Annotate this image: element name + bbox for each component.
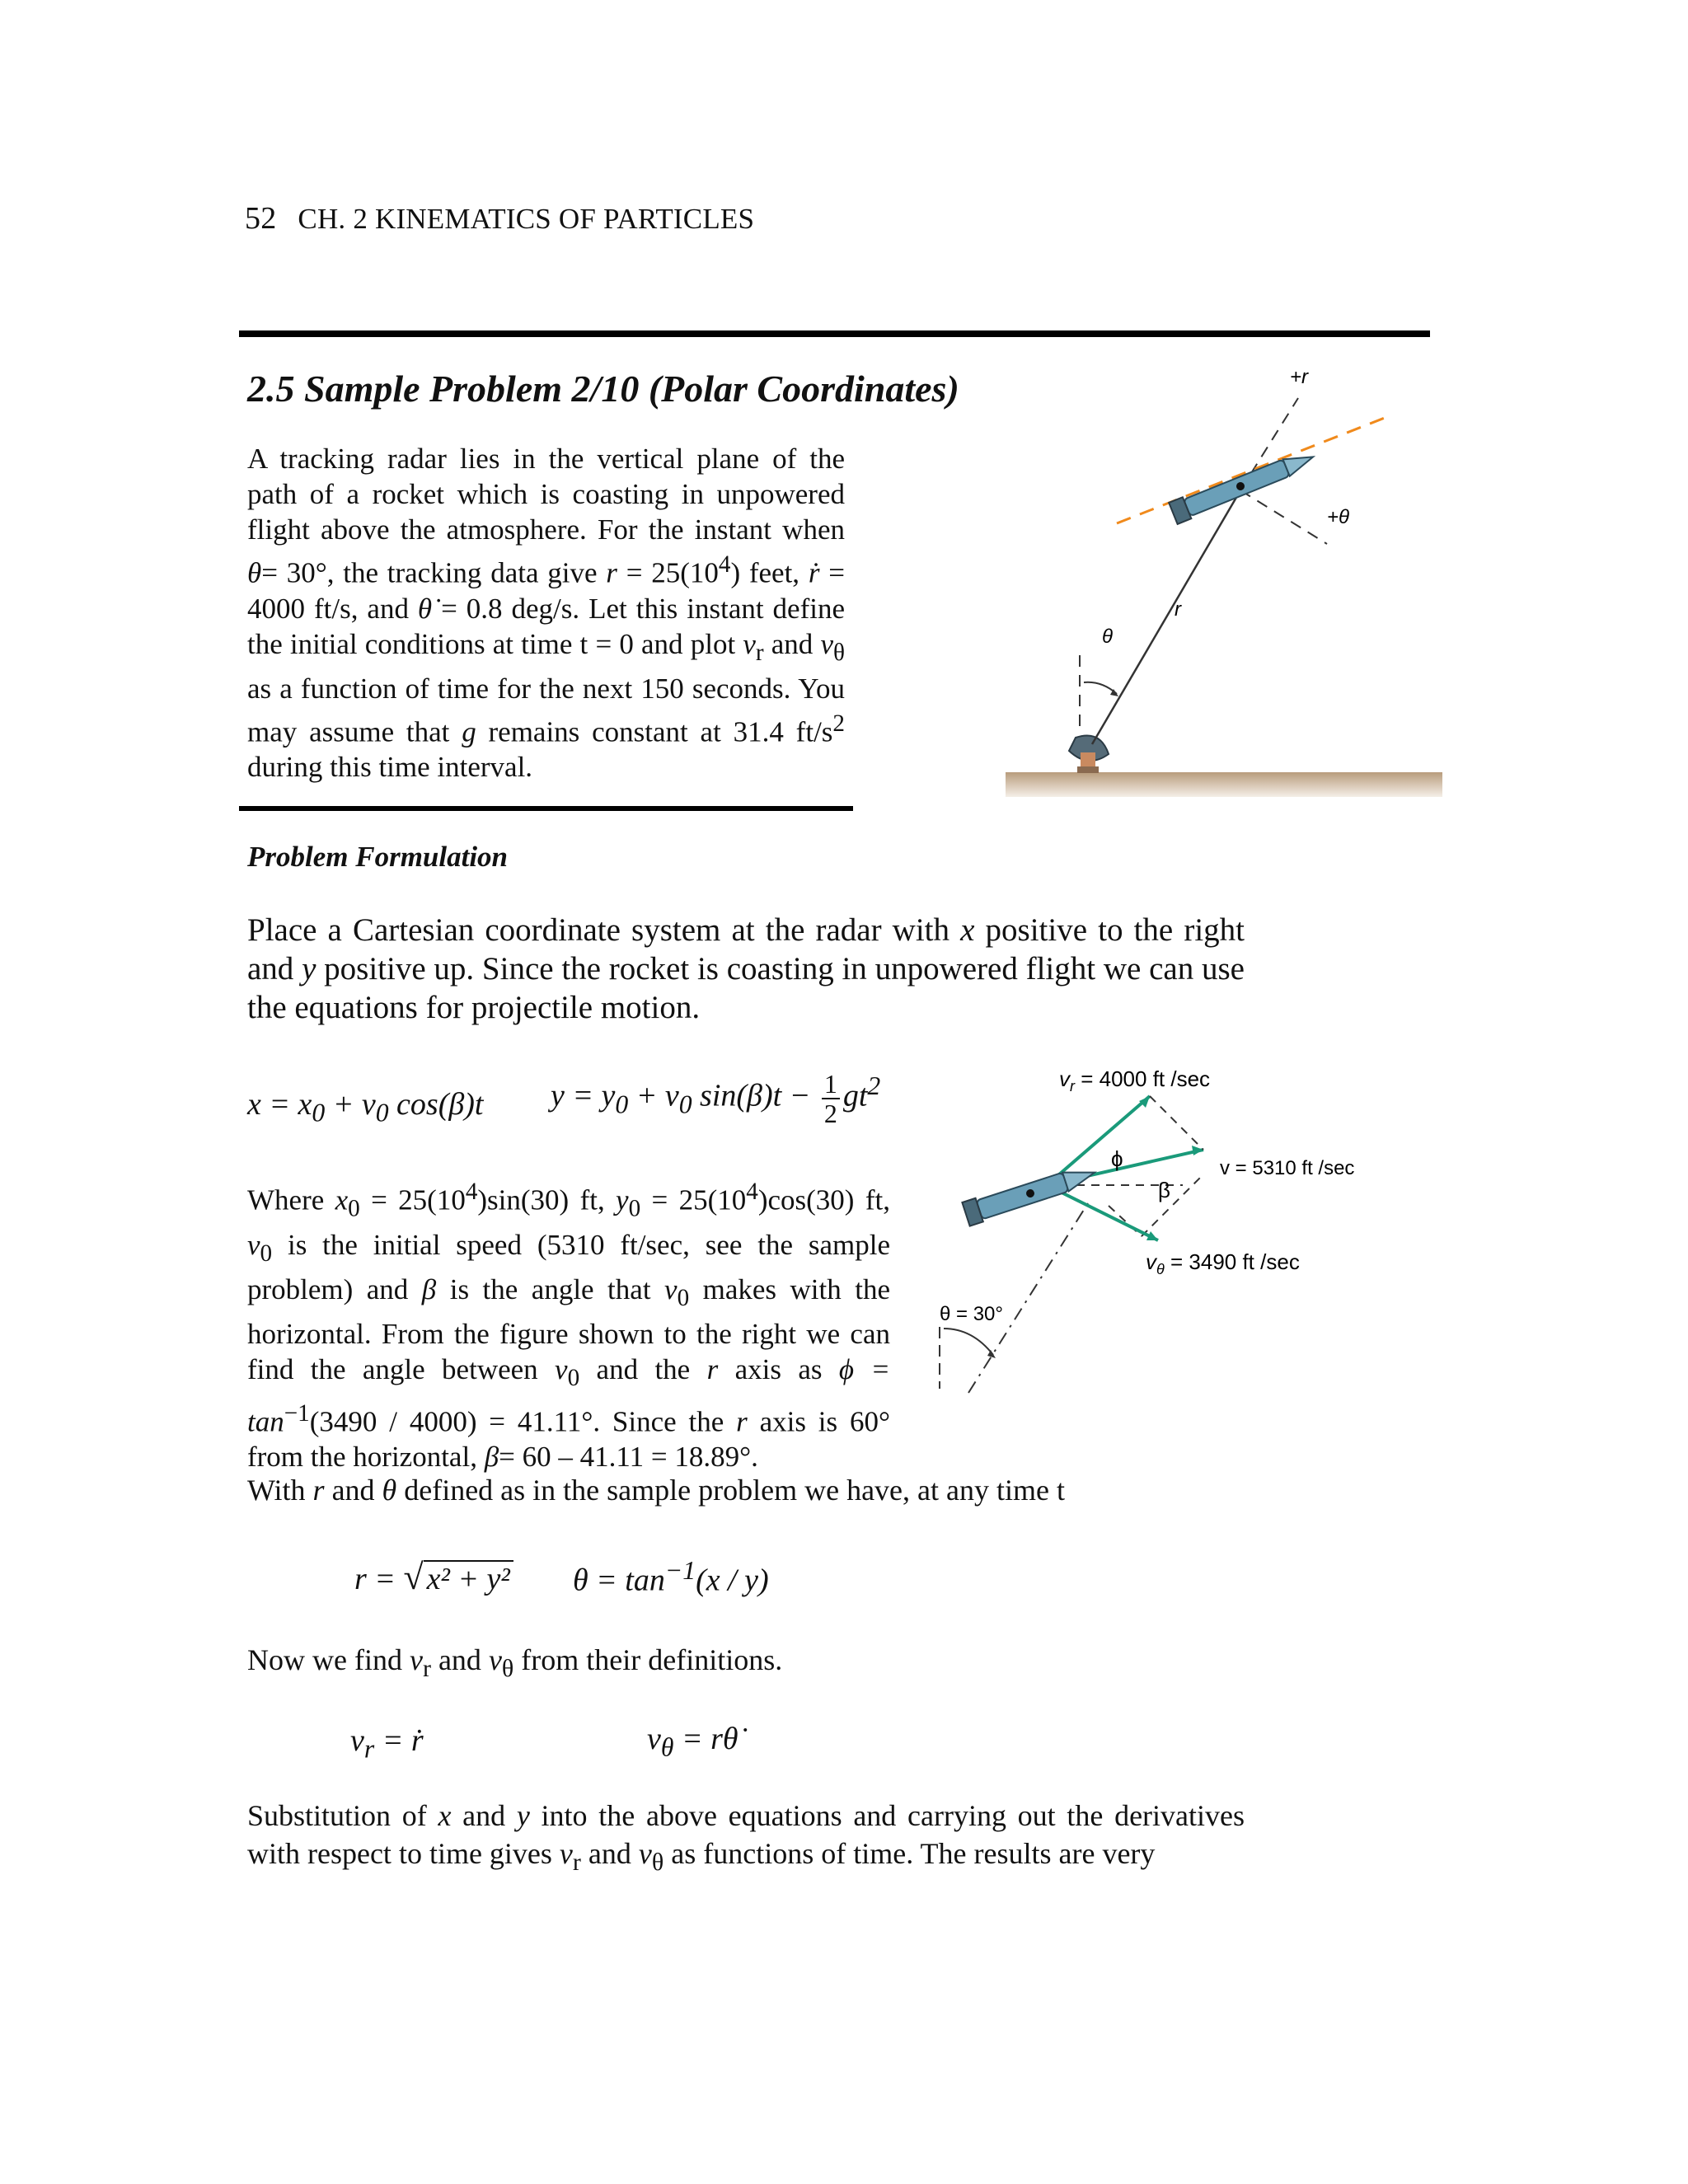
equation-theta: $\theta = \tan^{-1}(x / y)$ — [573, 1556, 769, 1598]
v-label: v = 5310 ft /sec — [1220, 1157, 1355, 1179]
section-rule-top — [239, 330, 1430, 337]
beta-label: β — [1158, 1178, 1170, 1202]
equation-vr: $v_r$ = ṙ — [350, 1723, 424, 1764]
vtheta-label: $v_\theta = 3490$ ft /sec — [1146, 1249, 1300, 1277]
page-header — [245, 200, 754, 237]
radar-rocket-figure — [1001, 350, 1447, 799]
r-axis-line — [968, 1203, 1088, 1393]
equation-vtheta: $v_\theta$ = rθ̇ — [647, 1722, 738, 1762]
plus-r-label: +r — [1290, 366, 1309, 388]
theta-angle-label: θ — [1102, 626, 1114, 648]
plus-theta-label: +θ — [1327, 506, 1350, 528]
equation-r: r = √ x² + y² — [354, 1556, 513, 1598]
radar-dish-icon — [1069, 736, 1109, 774]
radial-line — [1092, 490, 1240, 744]
formulation-paragraph: Place a Cartesian coordinate system at the radar with x positive to the right and y positive up. Since the rocket is coasting in unpowered flight we can use the equations for projectile motion. — [247, 912, 1245, 1025]
velocity-components-figure — [923, 1063, 1401, 1409]
problem-statement: A tracking radar lies in the vertical plane of the path of a rocket which is coasting in unpowered flight above the atmosphere. For the instant when θ= 30°, the tracking data give $r = 25(10^4)$ feet, ṙ = 4000 ft/s, and θ̇ = 0.8 deg/s. Let this instant define the initial conditions at time t = 0 and plot $v_r$ and $v_\theta$ as a function of time for the next 150 seconds. You may assume that g remains constant at 31.4 $ft/s^2$ during this time interval. — [247, 443, 845, 784]
theta-30-label: θ = 30° — [940, 1303, 1003, 1325]
ground — [1006, 772, 1442, 797]
problem-formulation-heading: Problem Formulation — [247, 841, 509, 873]
page-number: 52 — [245, 201, 277, 236]
equation-x-position: $x = x_0 + v_0$ cos(β)t — [247, 1087, 484, 1127]
now-paragraph: Now we find $v_r$ and $v_\theta$ from their definitions. — [247, 1643, 783, 1683]
equation-y-position: $y = y_0 + v_0$ sin(β)t − $\frac{1}{2}$ $gt^2$ — [551, 1069, 881, 1128]
vr-label: $v_r = 4000$ ft /sec — [1059, 1066, 1211, 1094]
r-distance-label: r — [1175, 598, 1181, 621]
phi-label: ϕ — [1111, 1146, 1123, 1171]
with-paragraph: With r and θ defined as in the sample problem we have, at any time t — [247, 1474, 1065, 1507]
rocket-icon — [1169, 446, 1317, 524]
where-paragraph: Where $x_0 = 25(10^4)\sin(30)$ ft, $y_0 = 25(10^4)\cos(30)$ ft, $v_0$ is the initial speed (5310 ft/sec, see the sample problem) and β is the angle that $v_0$ makes with the horizontal. From the figure shown to the right we can find the angle between $v_0$ and the r axis as $\phi = \tan^{-1}(3490 / 4000) = 41.11^\circ$. Since the r axis is 60° from the horizontal, β= 60 – 41.11 = 18.89°. — [247, 1179, 890, 1474]
chapter-title: CH. 2 KINEMATICS OF PARTICLES — [298, 203, 755, 235]
theta-axis-dashed — [1240, 490, 1327, 544]
substitution-paragraph: Substitution of x and y into the above equations and carrying out the derivatives with respect to time gives $v_r$ and $v_\theta$ as functions of time. The results are very — [247, 1799, 1245, 1877]
problem-rule-bottom — [239, 806, 853, 811]
rocket-icon — [962, 1160, 1098, 1226]
section-title: 2.5 Sample Problem 2/10 (Polar Coordinates) — [247, 368, 959, 410]
